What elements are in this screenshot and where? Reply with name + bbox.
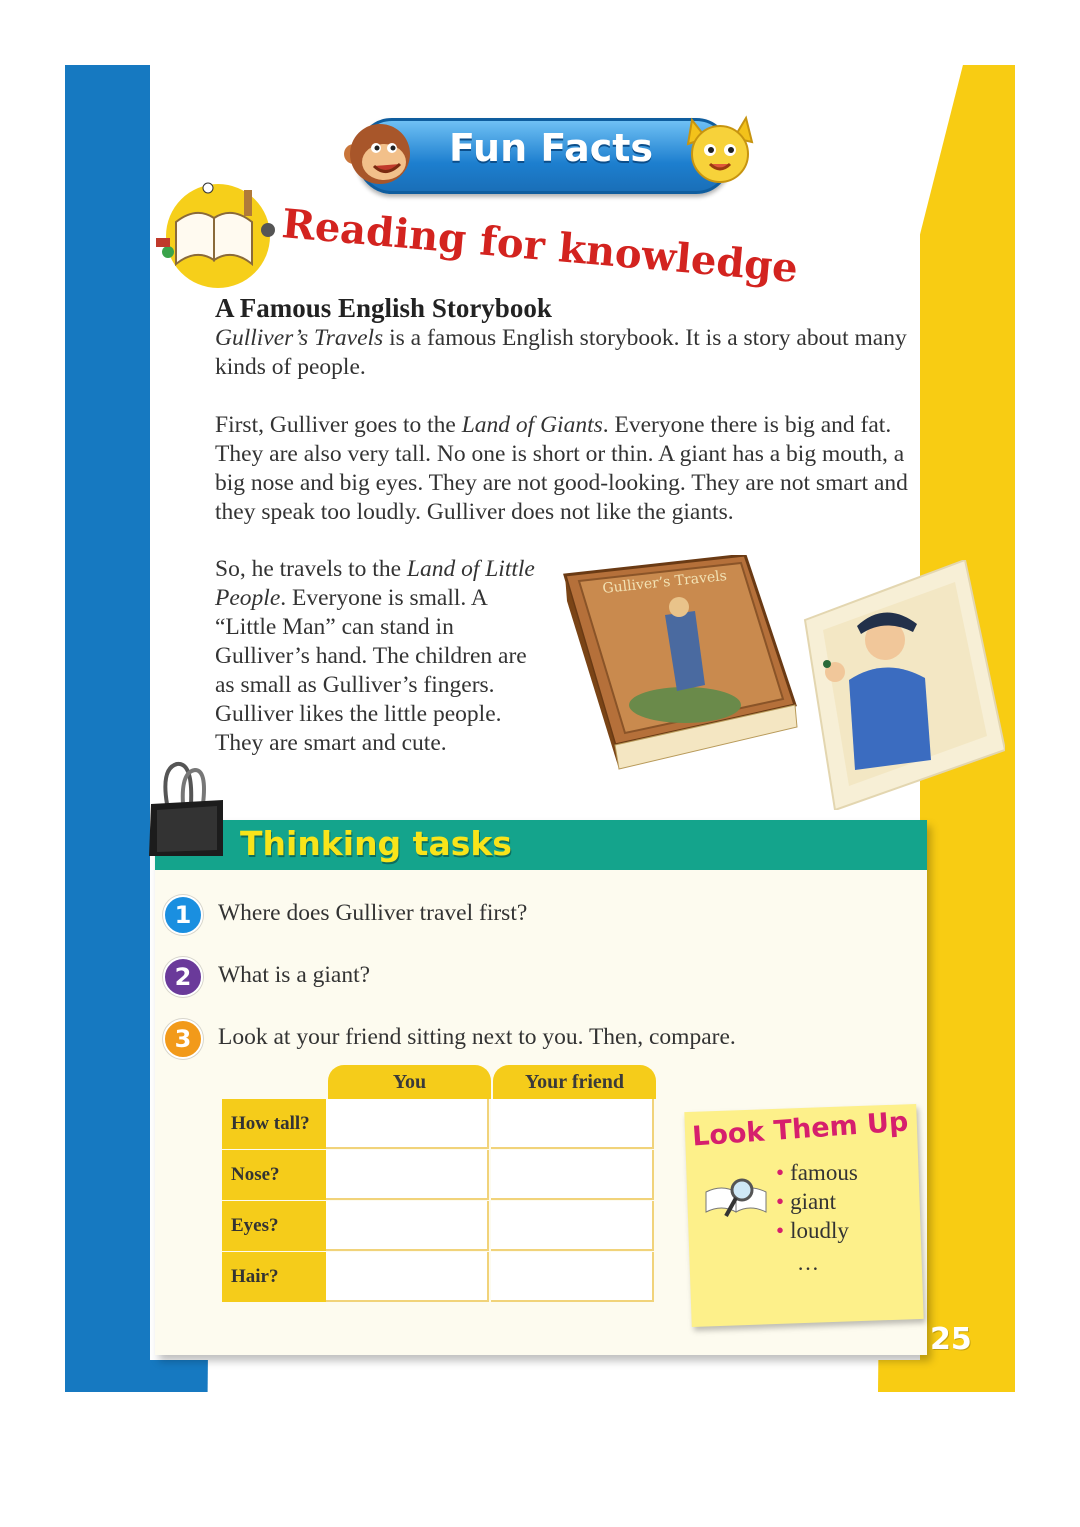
open-book-icon (150, 178, 278, 290)
monkey-icon (340, 118, 418, 190)
banner-title: Fun Facts (448, 126, 654, 170)
question-number-3: 3 (163, 1019, 203, 1059)
vocabulary-word: famous (790, 1160, 858, 1185)
paragraph-2 (215, 411, 925, 527)
binder-clip-icon (147, 760, 227, 860)
book-title-italic: Gulliver’s Travels (215, 325, 384, 351)
vocabulary-word: loudly (790, 1218, 849, 1243)
answer-cell-friend-nose[interactable] (491, 1150, 654, 1200)
thinking-tasks-title: Thinking tasks (240, 824, 512, 863)
row-label-nose: Nose? (222, 1150, 326, 1200)
paragraph-text: . Everyone there is big and fat. They are also very tall. No one is short or thin. A giant has a big mouth, a big nose and big eyes. They are not good-looking. They are not smart and they speak too loudly. Gulliver does not like the giants. (215, 412, 908, 525)
page-number: 25 (930, 1322, 972, 1357)
column-header-friend: Your friend (493, 1065, 656, 1099)
vocabulary-item: • loudly (776, 1218, 849, 1243)
question-number-1: 1 (163, 895, 203, 935)
vocabulary-list (776, 1158, 858, 1245)
vocabulary-item: • famous (776, 1160, 858, 1185)
cat-icon (680, 112, 758, 186)
vocabulary-item: • giant (776, 1189, 837, 1214)
answer-cell-friend-eyes[interactable] (491, 1201, 654, 1251)
paragraph-text: is a famous English storybook. It is a story about many kinds of people. (215, 325, 907, 380)
place-name-italic: Land of Little People (215, 556, 535, 611)
book-cover-title: Gulliver’s Travels (601, 568, 728, 597)
answer-cell-you-eyes[interactable] (326, 1201, 489, 1251)
gullivers-travels-book-illustration (545, 555, 810, 795)
column-header-you: You (328, 1065, 491, 1099)
paragraph-text: First, Gulliver goes to the (215, 412, 462, 438)
answer-cell-you-hair[interactable] (326, 1252, 489, 1302)
row-label-eyes: Eyes? (222, 1201, 326, 1251)
vocabulary-ellipsis: … (797, 1250, 819, 1275)
article-title: A Famous English Storybook (215, 293, 552, 323)
answer-cell-you-how-tall[interactable] (326, 1099, 489, 1149)
paragraph-text: . Everyone is small. A “Little Man” can stand in Gulliver’s hand. The children are as small as Gulliver’s fingers. Gulliver likes the little people. They are smart and cute. (215, 585, 527, 756)
vocabulary-word: giant (790, 1189, 837, 1214)
answer-cell-friend-how-tall[interactable] (491, 1099, 654, 1149)
paragraph-text: So, he travels to the (215, 556, 407, 582)
place-name-italic: Land of Giants (461, 412, 603, 438)
paragraph-1 (215, 324, 925, 382)
question-3-text: Look at your friend sitting next to you. Then, compare. (218, 1024, 736, 1050)
section-heading: Reading for knowledge (279, 200, 800, 293)
answer-cell-you-nose[interactable] (326, 1150, 489, 1200)
row-label-how-tall: How tall? (222, 1099, 326, 1149)
answer-cell-friend-hair[interactable] (491, 1252, 654, 1302)
question-2-text: What is a giant? (218, 962, 371, 988)
question-number-2: 2 (163, 957, 203, 997)
row-label-hair: Hair? (222, 1252, 326, 1302)
sticky-note-title: Look Them Up (691, 1106, 910, 1153)
dictionary-magnifier-icon (702, 1176, 772, 1226)
compare-table (222, 1065, 660, 1305)
question-1-text: Where does Gulliver travel first? (218, 900, 528, 926)
paragraph-3 (215, 555, 540, 758)
